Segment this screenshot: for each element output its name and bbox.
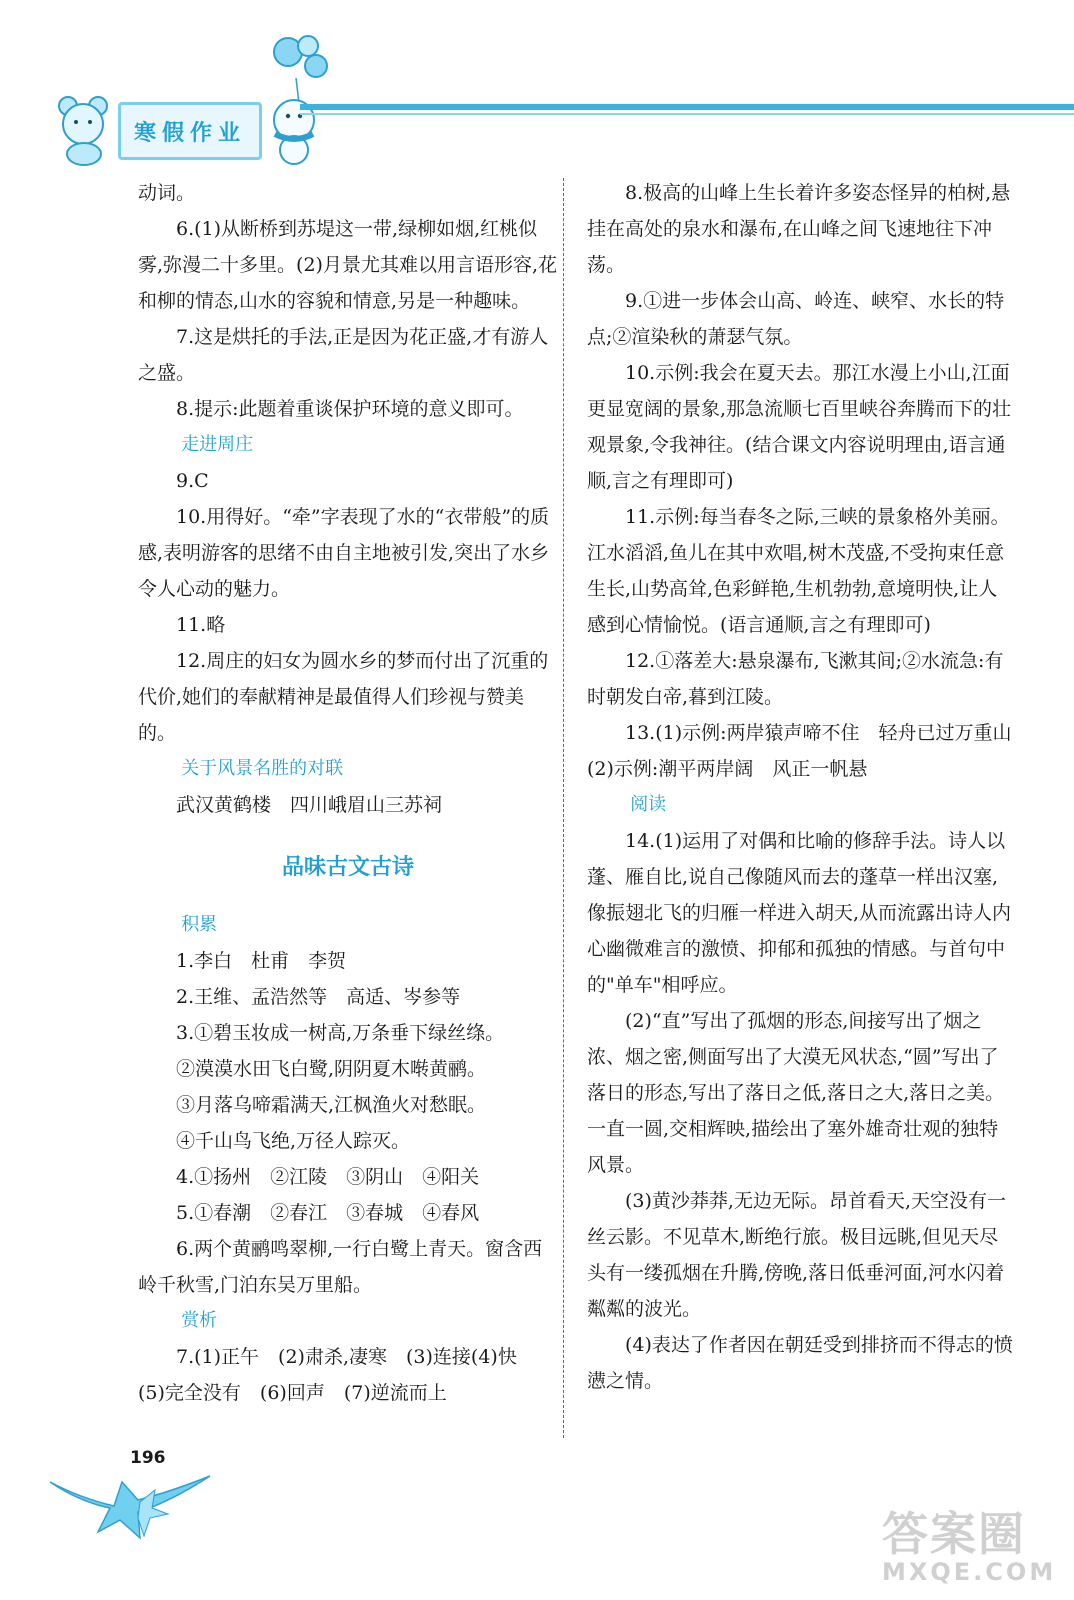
answer-paragraph: 6.(1)从断桥到苏堤这一带,绿柳如烟,红桃似雾,弥漫二十多里。(2)月景尤其难以用言语形容,花和柳的情态,山水的容貌和情意,另是一种趣味。 (138, 218, 557, 312)
header-rule (300, 104, 1074, 110)
answer-paragraph: 10.示例:我会在夏天去。那江水漫上小山,江面更显宽阔的景象,那急流顺七百里峡谷奔腾而下的壮观景象,令我神往。(结合课文内容说明理由,语言通顺,言之有理即可) (587, 362, 1012, 492)
page-number: 196 (130, 1448, 166, 1468)
answer-paragraph: 7.(1)正午 (2)肃杀,凄寒 (3)连接(4)快 (5)完全没有 (6)回声 (7)逆流而上 (138, 1346, 536, 1404)
answer-paragraph: ④千山鸟飞绝,万径人踪灭。 (176, 1130, 411, 1152)
watermark-url: MXQE.COM (882, 1558, 1057, 1586)
answer-paragraph: 12.①落差大:悬泉瀑布,飞漱其间;②水流急:有时朝发白帝,暮到江陵。 (587, 650, 1004, 708)
answer-paragraph: 11.略 (176, 614, 226, 636)
left-column (138, 175, 558, 1411)
answer-paragraph: 5.①春潮 ②春江 ③春城 ④春风 (176, 1202, 480, 1224)
answer-paragraph: 3.①碧玉妆成一树高,万条垂下绿丝绦。 (176, 1022, 505, 1044)
answer-paragraph: 2.王维、孟浩然等 高适、岑参等 (176, 986, 461, 1008)
answer-paragraph: 11.示例:每当春冬之际,三峡的景象格外美丽。江水滔滔,鱼儿在其中欢唱,树木茂盛,不受拘束任意生长,山势高耸,色彩鲜艳,生机勃勃,意境明快,让人感到心情愉悦。(语言通顺,言之有理即可) (587, 506, 1010, 636)
answer-paragraph: 14.(1)运用了对偶和比喻的修辞手法。诗人以蓬、雁自比,说自己像随风而去的蓬草一样出汉塞,像振翅北飞的归雁一样进入胡天,从而流露出诗人内心幽微难言的激愤、抑郁和孤独的情感。与首句中的"单车"相呼应。 (587, 830, 1012, 996)
answer-paragraph: 9.C (176, 470, 209, 492)
section-heading: 走进周庄 (181, 434, 254, 455)
section-heading: 积累 (181, 914, 218, 935)
answer-paragraph: (4)表达了作者因在朝廷受到排挤而不得志的愤懑之情。 (587, 1334, 1013, 1392)
answer-paragraph: 12.周庄的妇女为圆水乡的梦而付出了沉重的代价,她们的奉献精神是最值得人们珍视与赞美的。 (138, 650, 549, 744)
section-heading: 关于风景名胜的对联 (181, 758, 344, 779)
answer-paragraph: (2)“直”写出了孤烟的形态,间接写出了烟之浓、烟之密,侧面写出了大漠无风状态,“圆”写出了落日的形态,写出了落日之低,落日之大,落日之美。一直一圆,交相辉映,描绘出了塞外雄奇壮观的独特风景。 (587, 1010, 1005, 1176)
answer-paragraph: 7.这是烘托的手法,正是因为花正盛,才有游人之盛。 (138, 326, 549, 384)
answer-paragraph: 1.李白 杜甫 李贺 (176, 950, 347, 972)
section-heading: 赏析 (181, 1310, 218, 1331)
answer-paragraph: (3)黄沙莽莽,无边无际。昂首看天,天空没有一丝云影。不见草木,断绝行旅。极目远眺,但见天尽头有一缕孤烟在升腾,傍晚,落日低垂河面,河水闪着粼粼的波光。 (587, 1190, 1006, 1320)
header-rule-thin (300, 113, 1074, 115)
watermark (882, 1498, 1056, 1586)
header-title: 寒假作业 (118, 102, 262, 160)
section-heading: 阅读 (630, 794, 667, 815)
section-title: 品味古文古诗 (281, 854, 414, 880)
snowman-icon (250, 30, 340, 165)
answer-paragraph: 8.提示:此题着重谈保护环境的意义即可。 (176, 398, 524, 420)
answer-paragraph: 动词。 (138, 182, 196, 204)
answer-paragraph: 6.两个黄鹂鸣翠柳,一行白鹭上青天。窗含西岭千秋雪,门泊东吴万里船。 (138, 1238, 543, 1296)
answer-paragraph: 8.极高的山峰上生长着许多姿态怪异的柏树,悬挂在高处的泉水和瀑布,在山峰之间飞速地往下冲荡。 (587, 182, 1011, 276)
column-divider (563, 178, 564, 1438)
star-ornament-icon (40, 1462, 230, 1547)
answer-paragraph: 4.①扬州 ②江陵 ③阴山 ④阳关 (176, 1166, 480, 1188)
answer-paragraph: 13.(1)示例:两岸猿声啼不住 轻舟已过万重山 (2)示例:潮平两岸阔 风正一帆悬 (587, 722, 1031, 780)
bear-icon (50, 92, 120, 167)
right-column (587, 175, 1031, 1399)
answer-paragraph: 9.①进一步体会山高、岭连、峡窄、水长的特点;②渲染秋的萧瑟气氛。 (587, 290, 1005, 348)
answer-paragraph: 10.用得好。“牵”字表现了水的“衣带般”的质感,表明游客的思绪不由自主地被引发,突出了水乡令人心动的魅力。 (138, 506, 550, 600)
answer-paragraph: 武汉黄鹤楼 四川峨眉山三苏祠 (176, 794, 443, 816)
answer-paragraph: ③月落乌啼霜满天,江枫渔火对愁眠。 (176, 1094, 487, 1116)
watermark-logo: 答案圈 (882, 1507, 1026, 1561)
answer-paragraph: ②漠漠水田飞白鹭,阴阴夏木啭黄鹂。 (176, 1058, 487, 1080)
